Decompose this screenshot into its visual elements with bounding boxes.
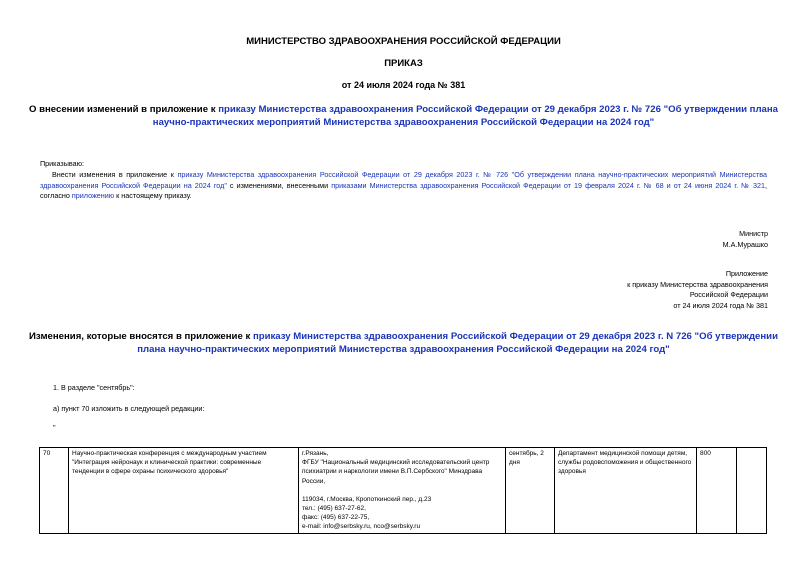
- document-date-number: от 24 июля 2024 года № 381: [341, 80, 466, 90]
- ministry-heading: МИНИСТЕРСТВО ЗДРАВООХРАНЕНИЯ РОССИЙСКОЙ ФЕДЕРАЦИИ: [246, 36, 561, 47]
- cell-number: 70: [40, 448, 69, 534]
- section-item: 1. В разделе "сентябрь":: [53, 383, 135, 392]
- changes-title-prefix: Изменения, которые вносятся в приложение к: [29, 331, 253, 342]
- order-link-726[interactable]: приказу Министерства здравоохранения Российской Федерации от 29 декабря 2023 г. № 726 "Об утверждении плана научно-практических мероприятий Министерства здравоохранения Российской Федерации на 2024 год": [40, 170, 767, 190]
- appendix-line: от 24 июля 2024 года № 381: [673, 300, 768, 310]
- place-line: г.Рязань,: [302, 450, 329, 457]
- appendix-reference: [627, 269, 768, 311]
- appendix-line: к приказу Министерства здравоохранения: [627, 279, 768, 289]
- signature-name: М.А.Мурашко: [722, 239, 768, 249]
- order-intro: Приказываю:: [40, 159, 84, 168]
- address-line: 119034, г.Москва, Кропоткинский пер., д.23: [302, 495, 432, 503]
- changes-title-link[interactable]: приказу Министерства здравоохранения Российской Федерации от 29 декабря 2023 г. N 726 "Об утверждении плана научно-практических мероприятий Министерства здравоохранения Российской Федерации на 2024 год": [137, 331, 778, 355]
- order-text-part: к настоящему приказу.: [114, 191, 192, 200]
- address-line: тел.: (495) 637-27-62,: [302, 505, 366, 513]
- cell-dates: сентябрь, 2 дня: [506, 448, 555, 534]
- opening-quote: ": [53, 423, 56, 432]
- order-link-appendix[interactable]: приложению: [71, 191, 115, 200]
- cell-participants: 800: [697, 448, 737, 534]
- order-text-part: Внести изменения в приложение к: [52, 170, 178, 179]
- plan-table: [39, 447, 767, 534]
- appendix-line: Российской Федерации: [689, 290, 768, 299]
- title-prefix: О внесении изменений в приложение к: [28, 104, 219, 115]
- place-line: ФГБУ "Национальный медицинский исследовательский центр психиатрии и наркологии имени В.П.Сербского" Минздрава России,: [302, 459, 490, 485]
- appendix-line: Приложение: [725, 269, 768, 278]
- signature-position: Министр: [739, 229, 768, 238]
- signature-block: [723, 229, 768, 250]
- order-link-amendments[interactable]: приказами Министерства здравоохранения Российской Федерации от 19 февраля 2024 г. № 68 и от 24 июня 2024 г. № 321: [331, 180, 765, 190]
- order-text-part: , согласно: [40, 180, 767, 200]
- changes-title: [0, 331, 807, 356]
- order-text: [40, 170, 767, 202]
- sub-item-a: а) пункт 70 изложить в следующей редакции:: [53, 404, 205, 413]
- order-text-part: с изменениями, внесенными: [226, 180, 332, 190]
- document-type: ПРИКАЗ: [384, 58, 423, 69]
- address-line: факс: (495) 637-22-75,: [302, 514, 370, 522]
- cell-event: Научно-практическая конференция с международным участием "Интеграция нейронаук и клинической практики: современные тенденции в сфере охраны психического здоровья": [69, 448, 299, 534]
- title-link[interactable]: приказу Министерства здравоохранения Российской Федерации от 29 декабря 2023 г. № 726 "Об утверждении плана научно-практических мероприятий Министерства здравоохранения Российской Федерации на 2024 год": [152, 104, 779, 128]
- cell-department: Департамент медицинской помощи детям, службы родовспоможения и общественного здоровья: [555, 448, 697, 534]
- address-line: e-mail: info@serbsky.ru, nco@serbsky.ru: [302, 523, 421, 531]
- cell-place: [299, 448, 506, 534]
- document-title: [0, 104, 807, 129]
- table-row: [40, 448, 767, 534]
- cell-extra: [737, 448, 767, 534]
